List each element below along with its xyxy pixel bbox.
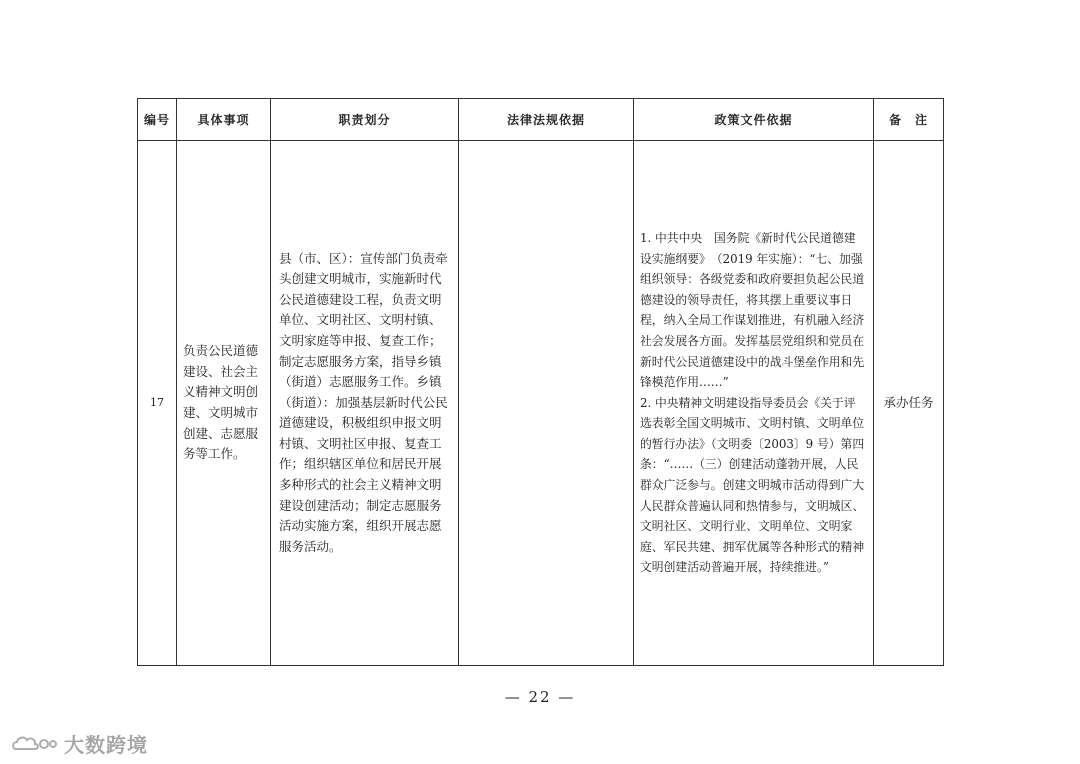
policy-table bbox=[137, 98, 944, 666]
cell-policy: 1. 中共中央 国务院《新时代公民道德建设实施纲要》 （2019 年实施）：“七、加强组织领导：各级党委和政府要担负起公民道德建设的领导责任，将其摆上重要议事日程，纳入全局工作谋划推进，有机融入经济社会发展各方面。发挥基层党组织和党员在新时代公民道德建设中的战斗堡垒作用和先锋模范作用……” 2. 中央精神文明建设指导委员会《关于评选表彰全国文明城市、文明村镇、文明单位的暂行办法》（文明委〔2003〕9 号）第四条：“……（三）创建活动蓬勃开展，人民群众广泛参与。创建文明城市活动得到广大人民群众普遍认同和热情参与，文明城区、文明社区、文明行业、文明单位、文明家庭、军民共建、拥军优属等各种形式的精神文明创建活动普遍开展，持续推进。” bbox=[634, 141, 874, 666]
header-num: 编号 bbox=[138, 99, 177, 141]
table-header-row bbox=[138, 99, 944, 141]
header-policy: 政策文件依据 bbox=[634, 99, 874, 141]
cell-item: 负责公民道德建设、社会主义精神文明创建、文明城市创建、志愿服务等工作。 bbox=[177, 141, 271, 666]
cell-law bbox=[459, 141, 634, 666]
page-number: — 22 — bbox=[504, 688, 576, 706]
cell-duty: 县（市、区）：宣传部门负责牵头创建文明城市，实施新时代公民道德建设工程，负责文明单位、文明社区、文明村镇、文明家庭等申报、复查工作；制定志愿服务方案，指导乡镇（街道）志愿服务工作。乡镇（街道）：加强基层新时代公民道德建设，积极组织申报文明村镇、文明社区申报、复查工作；组织辖区单位和居民开展多种形式的社会主义精神文明建设创建活动；制定志愿服务活动实施方案，组织开展志愿服务活动。 bbox=[271, 141, 459, 666]
watermark-text: 大数跨境 bbox=[64, 733, 148, 757]
cell-note: 承办任务 bbox=[874, 141, 944, 666]
header-item: 具体事项 bbox=[177, 99, 271, 141]
watermark bbox=[10, 729, 148, 758]
table-row bbox=[138, 141, 944, 666]
header-law: 法律法规依据 bbox=[459, 99, 634, 141]
header-duty: 职责划分 bbox=[271, 99, 459, 141]
cloud-logo-icon bbox=[10, 731, 58, 757]
header-note: 备 注 bbox=[874, 99, 944, 141]
cell-num: 17 bbox=[138, 141, 177, 666]
